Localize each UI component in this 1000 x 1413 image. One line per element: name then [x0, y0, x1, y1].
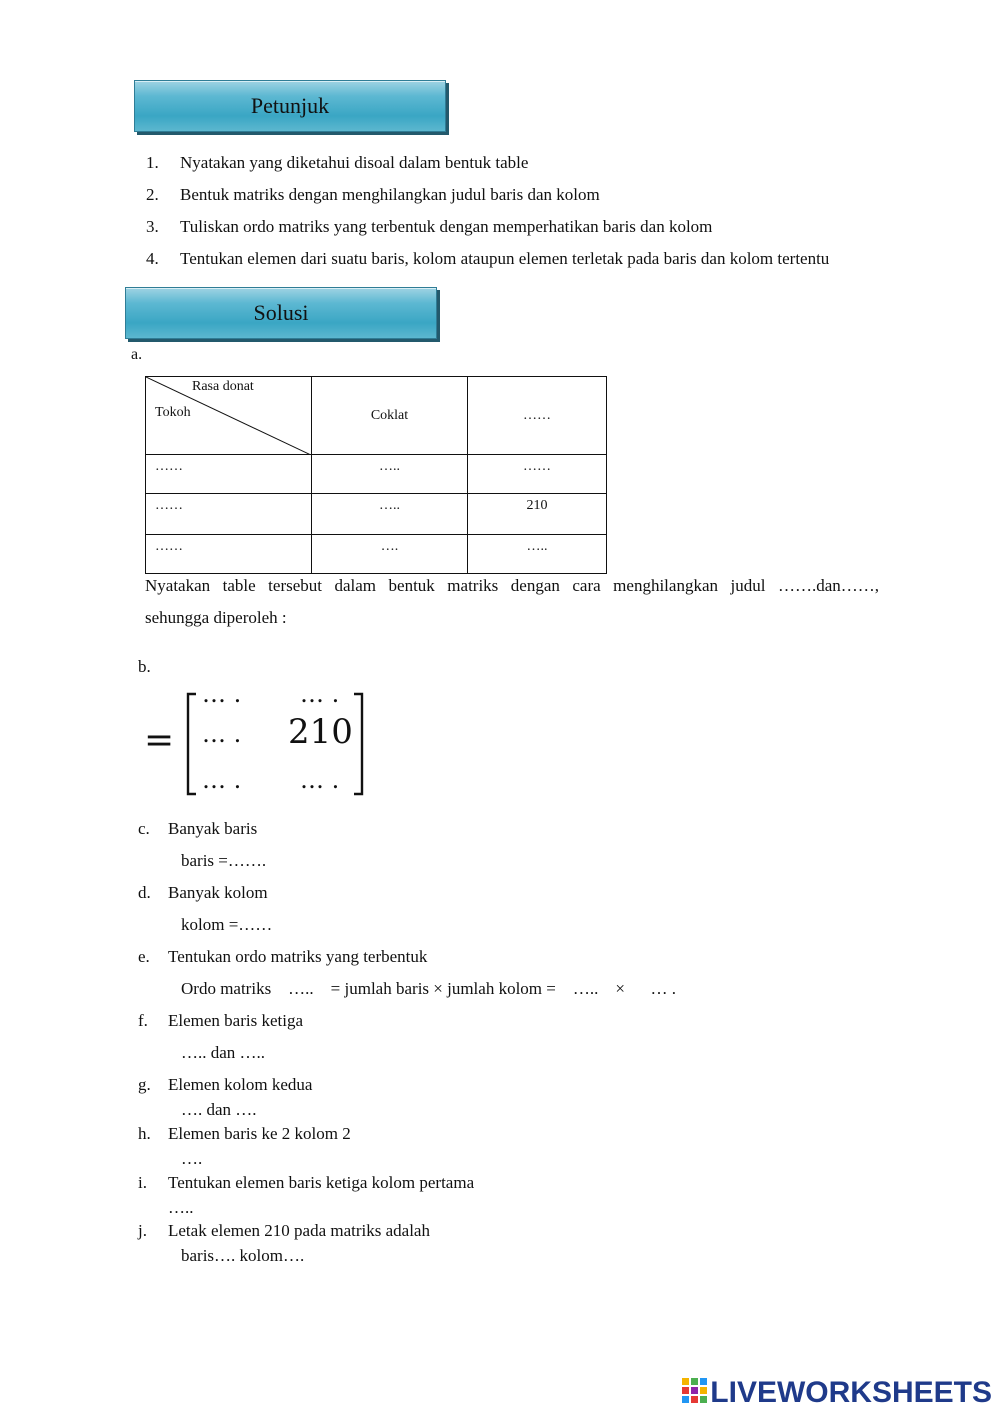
- item-answer: baris…. kolom….: [181, 1246, 305, 1265]
- table-header-cell: ……: [468, 377, 607, 455]
- step-item: 2. Bentuk matriks dengan menghilangkan judul baris dan kolom: [146, 185, 600, 204]
- item-text: Tentukan elemen baris ketiga kolom pertama: [168, 1173, 475, 1192]
- item-label: e.: [138, 947, 150, 966]
- item-answer: baris =…….: [181, 851, 267, 870]
- table-header-cell: Coklat: [312, 377, 468, 455]
- petunjuk-banner: [134, 80, 446, 132]
- corner-bottom-label: Tokoh: [155, 405, 191, 420]
- table-cell: ……: [146, 455, 312, 494]
- item-answer: ….. dan …..: [181, 1043, 266, 1062]
- item-text: Elemen baris ketiga: [168, 1011, 304, 1030]
- liveworksheets-logo-icon: [682, 1378, 708, 1408]
- item-label: d.: [138, 883, 151, 902]
- matrix-cell: 210: [288, 712, 353, 752]
- matrix-cell: … .: [202, 680, 242, 708]
- table-cell: …..: [312, 494, 468, 535]
- petunjuk-steps: [146, 150, 829, 278]
- item-label: g.: [138, 1075, 151, 1094]
- instruction-line-2: sehungga diperoleh :: [145, 608, 287, 627]
- matrix-cell: … .: [202, 720, 242, 748]
- item-text: Elemen baris ke 2 kolom 2: [168, 1124, 351, 1143]
- item-text: Letak elemen 210 pada matriks adalah: [168, 1221, 430, 1240]
- item-label: h.: [138, 1124, 151, 1143]
- matrix-cell: … .: [300, 680, 340, 708]
- item-label: c.: [138, 819, 150, 838]
- item-answer: ….: [181, 1149, 203, 1168]
- solusi-banner: [125, 287, 437, 339]
- item-text: Tentukan ordo matriks yang terbentuk: [168, 947, 428, 966]
- step-item: 4. Tentukan elemen dari suatu baris, kolom ataupun elemen terletak pada baris dan kolom tertentu: [146, 249, 830, 268]
- watermark-text: LIVEWORKSHEETS: [710, 1376, 992, 1409]
- item-answer: kolom =……: [181, 915, 273, 934]
- item-b-label: b.: [138, 657, 151, 676]
- item-text: Banyak baris: [168, 819, 258, 838]
- item-label: f.: [138, 1011, 148, 1030]
- table-corner-cell: [146, 377, 312, 455]
- donut-table: [145, 376, 607, 574]
- instruction-line-1: Nyatakan table tersebut dalam bentuk matriks dengan cara menghilangkan judul …….dan……,: [145, 576, 879, 595]
- item-label: i.: [138, 1173, 147, 1192]
- item-label: j.: [138, 1221, 147, 1240]
- table-cell: ….: [312, 535, 468, 574]
- table-cell: …..: [468, 535, 607, 574]
- item-answer: Ordo matriks ….. = jumlah baris × jumlah kolom = ….. × … .: [181, 979, 676, 998]
- item-answer: …..: [168, 1198, 194, 1217]
- table-cell: ……: [468, 455, 607, 494]
- item-answer: …. dan ….: [181, 1100, 257, 1119]
- petunjuk-title: Petunjuk: [250, 93, 330, 118]
- matrix-cell: … .: [300, 766, 340, 794]
- matrix: [140, 680, 380, 800]
- table-cell: 210: [468, 494, 607, 535]
- table-cell: ……: [146, 494, 312, 535]
- item-a-label: a.: [131, 346, 143, 363]
- solusi-title: Solusi: [253, 300, 309, 325]
- step-item: 3. Tuliskan ordo matriks yang terbentuk dengan memperhatikan baris dan kolom: [146, 217, 713, 236]
- liveworksheets-watermark: [682, 1376, 992, 1410]
- item-text: Elemen kolom kedua: [168, 1075, 313, 1094]
- item-text: Banyak kolom: [168, 883, 268, 902]
- matrix-cell: … .: [202, 766, 242, 794]
- matrix-equals: =: [144, 720, 175, 761]
- table-cell: ……: [146, 535, 312, 574]
- step-item: 1. Nyatakan yang diketahui disoal dalam bentuk table: [146, 153, 529, 172]
- table-cell: …..: [312, 455, 468, 494]
- corner-top-label: Rasa donat: [192, 379, 254, 394]
